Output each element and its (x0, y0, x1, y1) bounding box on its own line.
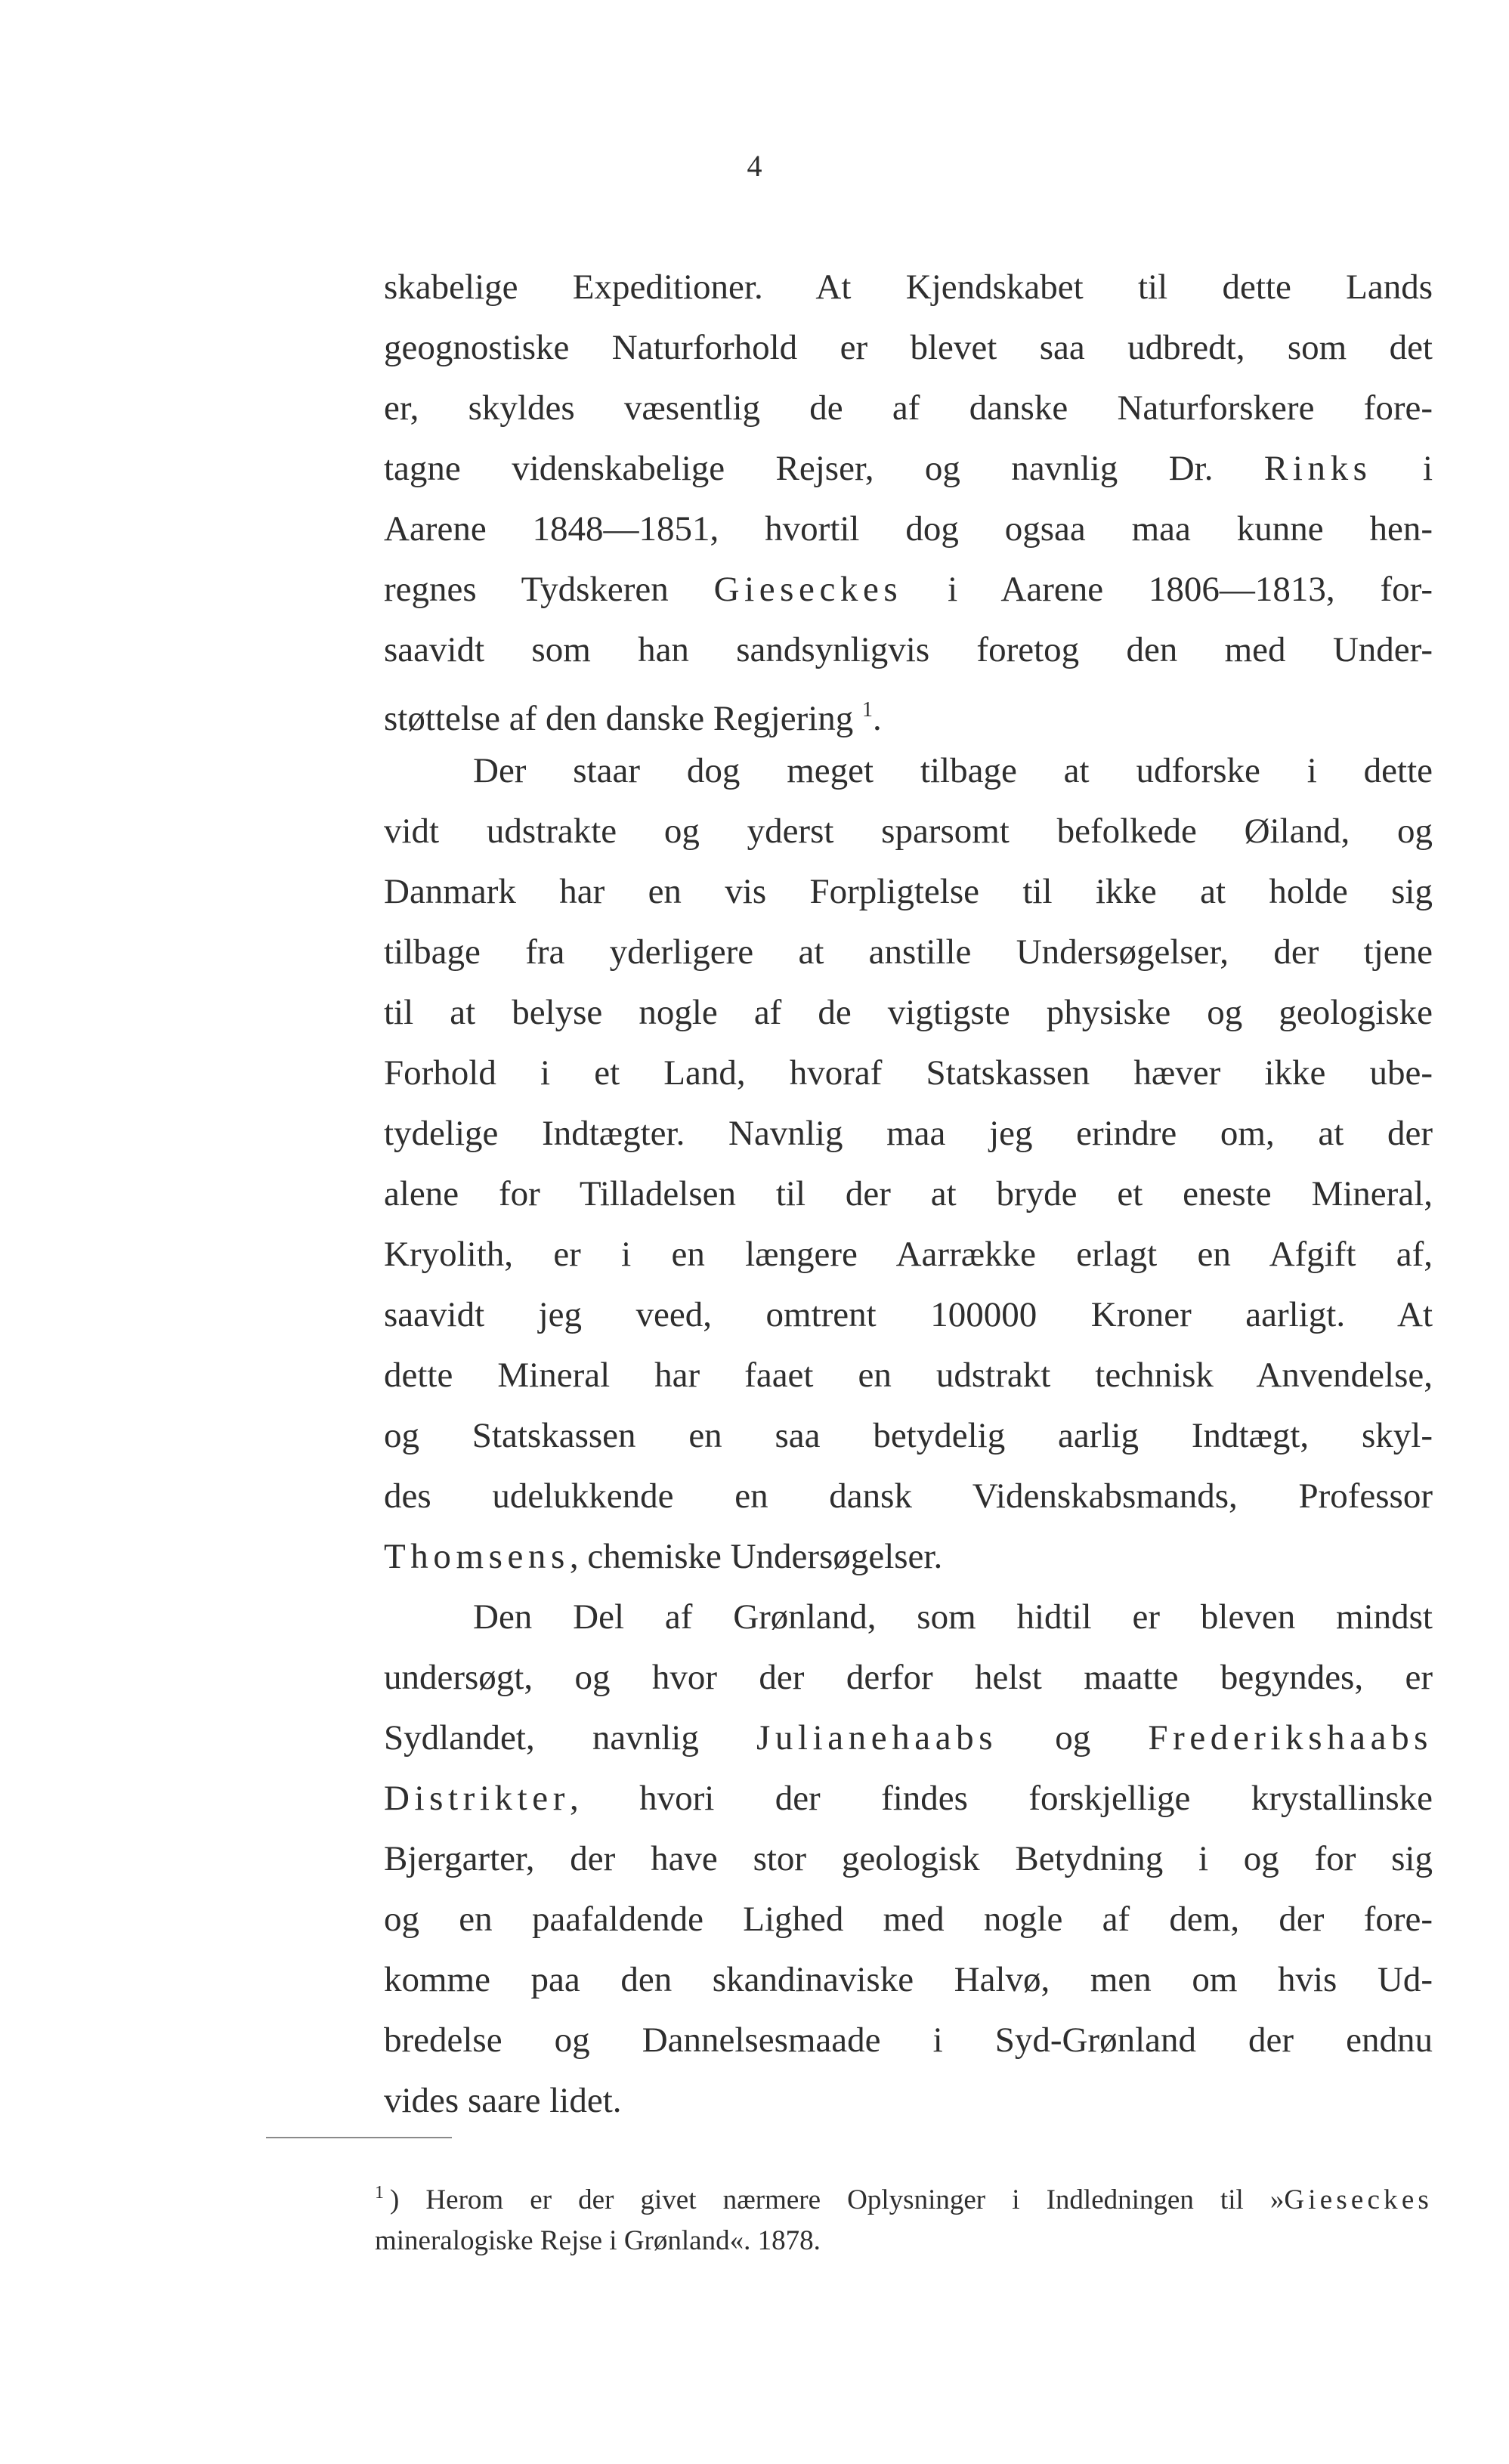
text-line: Aarene 1848—1851, hvortil dog ogsaa maa kunne hen- (384, 509, 1433, 549)
text-line: og Statskassen en saa betydelig aarlig Indtægt, skyl- (384, 1416, 1433, 1455)
footnote-marker: 1 (375, 2183, 384, 2203)
text-line: dette Mineral har faaet en udstrakt technisk Anvendelse, (384, 1356, 1433, 1395)
text-line: Forhold i et Land, hvoraf Statskassen hæver ikke ube- (384, 1053, 1433, 1093)
text-line: Bjergarter, der have stor geologisk Betydning i og for sig (384, 1839, 1433, 1878)
footnote-divider (266, 2137, 452, 2138)
name-giesecke: Gieseckes (1284, 2184, 1433, 2215)
text-line: til at belyse nogle af de vigtigste physiske og geologiske (384, 993, 1433, 1032)
text-line: saavidt jeg veed, omtrent 100000 Kroner aarligt. At (384, 1295, 1433, 1334)
footnote (375, 2169, 1433, 2265)
text-line: regnes Tydskeren Gieseckes i Aarene 1806—1813, for- (384, 570, 1433, 609)
text-line: og en paafaldende Lighed med nogle af dem, der fore- (384, 1900, 1433, 1939)
text-line: komme paa den skandinaviske Halvø, men om hvis Ud- (384, 1960, 1433, 1999)
name-julianehaab: Julianehaabs (756, 1718, 998, 1758)
text-line: støttelse af den danske Regjering $^1$. (384, 698, 882, 738)
text-line: Kryolith, er i en længere Aarrække erlagt en Afgift af, (384, 1235, 1433, 1274)
paragraph-start: Der staar dog meget tilbage at udforske i dette (473, 751, 1433, 790)
text-line: skabelige Expeditioner. At Kjendskabet til dette Lands (384, 267, 1433, 307)
text-line: Danmark har en vis Forpligtelse til ikke at holde sig (384, 872, 1433, 911)
paragraph-start: Den Del af Grønland, som hidtil er bleven mindst (473, 1597, 1433, 1637)
name-thomsen: Thomsens (384, 1537, 570, 1576)
text-line: tydelige Indtægter. Navnlig maa jeg erindre om, at der (384, 1114, 1433, 1153)
text-line: Thomsens, chemiske Undersøgelser. (384, 1537, 943, 1576)
text-line: bredelse og Dannelsesmaade i Syd-Grønland der endnu (384, 2020, 1433, 2060)
page-number: 4 (747, 149, 762, 183)
text-line: geognostiske Naturforhold er blevet saa udbredt, som det (384, 328, 1433, 367)
text-line: Sydlandet, navnlig Julianehaabs og Frederikshaabs (384, 1718, 1433, 1758)
name-frederikshaab: Frederikshaabs (1148, 1718, 1433, 1758)
name-giesecke: Gieseckes (713, 570, 903, 609)
name-rink: Rinks (1263, 449, 1372, 488)
text-line: alene for Tilladelsen til der at bryde et eneste Mineral, (384, 1174, 1433, 1213)
text-line: des udelukkende en dansk Videnskabsmands, Professor (384, 1476, 1433, 1516)
footnote-reference: 1 (862, 698, 874, 722)
text-line: tilbage fra yderligere at anstille Undersøgelser, der tjene (384, 932, 1433, 972)
footnote-line: $^1$ ) Herom er der givet nærmere Oplysninger i Indledningen til »Gieseckes (375, 2183, 1433, 2215)
text-line: tagne videnskabelige Rejser, og navnlig Dr. Rinks i (384, 449, 1433, 488)
text-line: vidt udstrakte og yderst sparsomt befolkede Øiland, og (384, 812, 1433, 851)
term-distrikter: Distrikter (384, 1779, 570, 1818)
text-line: vides saare lidet. (384, 2081, 622, 2120)
text-line: saavidt som han sandsynligvis foretog den med Under- (384, 630, 1433, 669)
footnote-line: mineralogiske Rejse i Grønland«. 1878. (375, 2225, 821, 2256)
text-line: er, skyldes væsentlig de af danske Naturforskere fore- (384, 388, 1433, 428)
text-line: Distrikter, hvori der findes forskjellige krystallinske (384, 1779, 1433, 1818)
text-line: undersøgt, og hvor der derfor helst maatte begyndes, er (384, 1658, 1433, 1697)
body-text (384, 257, 1433, 2131)
